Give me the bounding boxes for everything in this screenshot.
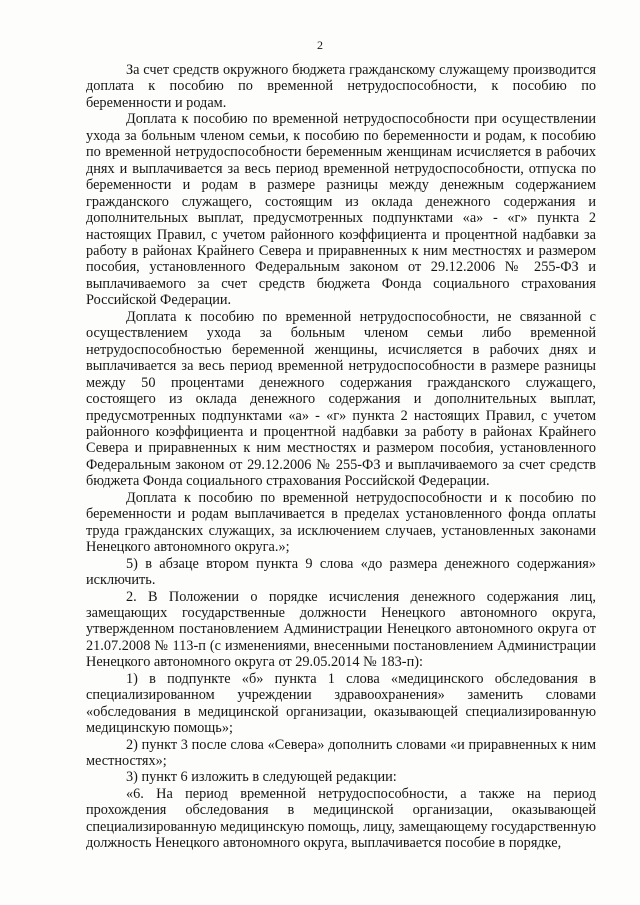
paragraph-section-2: 2. В Положении о порядке исчисления денежного содержания лиц, замещающих государственные должности Ненецкого автономного округа, утвержденном постановлением Администрации Ненецкого автономного округа от 21.07.2008 № 113-п (с изменениями, внесенными постановлением Администрации Ненецкого автономного округа от 29.05.2014 № 183-п): xyxy=(86,588,596,671)
paragraph-subitem-3: 3) пункт 6 изложить в следующей редакции: xyxy=(126,769,397,786)
paragraph-subitem-2: 2) пункт 3 после слова «Севера» дополнить словами «и приравненных к ним местностях»; xyxy=(86,736,596,770)
paragraph-new-item-6: «6. На период временной нетрудоспособности, а также на период прохождения обследования в медицинской организации, оказывающей специализированную медицинскую помощь, лицу, замещающему государственную должность Ненецкого автономного округа, выплачивается пособие в порядке, xyxy=(86,785,596,852)
paragraph-subitem-1: 1) в подпункте «б» пункта 1 слова «медицинского обследования в специализированном учреждении здравоохранения» заменить словами «обследования в медицинской организации, оказывающей специализированную медицинскую помощь»; xyxy=(86,670,596,737)
document-body xyxy=(86,62,596,852)
paragraph-surcharge-general: За счет средств окружного бюджета гражданскому служащему производится доплата к пособию по временной нетрудоспособности, к пособию по беременности и родам. xyxy=(86,62,596,111)
page-number: 2 xyxy=(317,38,323,52)
paragraph-surcharge-payroll-limit: Доплата к пособию по временной нетрудоспособности и к пособию по беременности и родам выплачивается в пределах установленного фонда оплаты труда гражданских служащих, за исключением случаев, установленных законами Ненецкого автономного округа.»; xyxy=(86,489,596,556)
paragraph-surcharge-other-disability: Доплата к пособию по временной нетрудоспособности, не связанной с осуществлением ухода за больным членом семьи либо временной нетрудоспособностью беременной женщины, исчисляется в рабочих днях и выплачивается за весь период временной нетрудоспособности в размере разницы между 50 процентами денежного содержания гражданского служащего, состоящего из оклада денежного содержания и дополнительных выплат, предусмотренных подпунктами «а» - «г» пункта 2 настоящих Правил, с учетом районного коэффициента и процентной надбавки за работу в районах Крайнего Севера и приравненных к ним местностях и размером пособия, установленного Федеральным законом от 29.12.2006 № 255-ФЗ и выплачиваемого за счет средств бюджета Фонда социального страхования Российской Федерации. xyxy=(86,308,596,490)
paragraph-item-5: 5) в абзаце втором пункта 9 слова «до размера денежного содержания» исключить. xyxy=(86,555,596,589)
paragraph-surcharge-care-maternity: Доплата к пособию по временной нетрудоспособности при осуществлении ухода за больным членом семьи, к пособию по беременности и родам, к пособию по временной нетрудоспособности беременным женщинам исчисляется в рабочих днях и выплачивается за весь период временной нетрудоспособности, отпуска по беременности и родам в размере разницы между денежным содержанием гражданского служащего, состоящим из оклада денежного содержания и дополнительных выплат, предусмотренных подпунктами «а» - «г» пункта 2 настоящих Правил, с учетом районного коэффициента и процентной надбавки за работу в районах Крайнего Севера и приравненных к ним местностях и размером пособия, установленного Федеральным законом от 29.12.2006 № 255-ФЗ и выплачиваемого за счет средств бюджета Фонда социального страхования Российской Федерации. xyxy=(86,111,596,309)
